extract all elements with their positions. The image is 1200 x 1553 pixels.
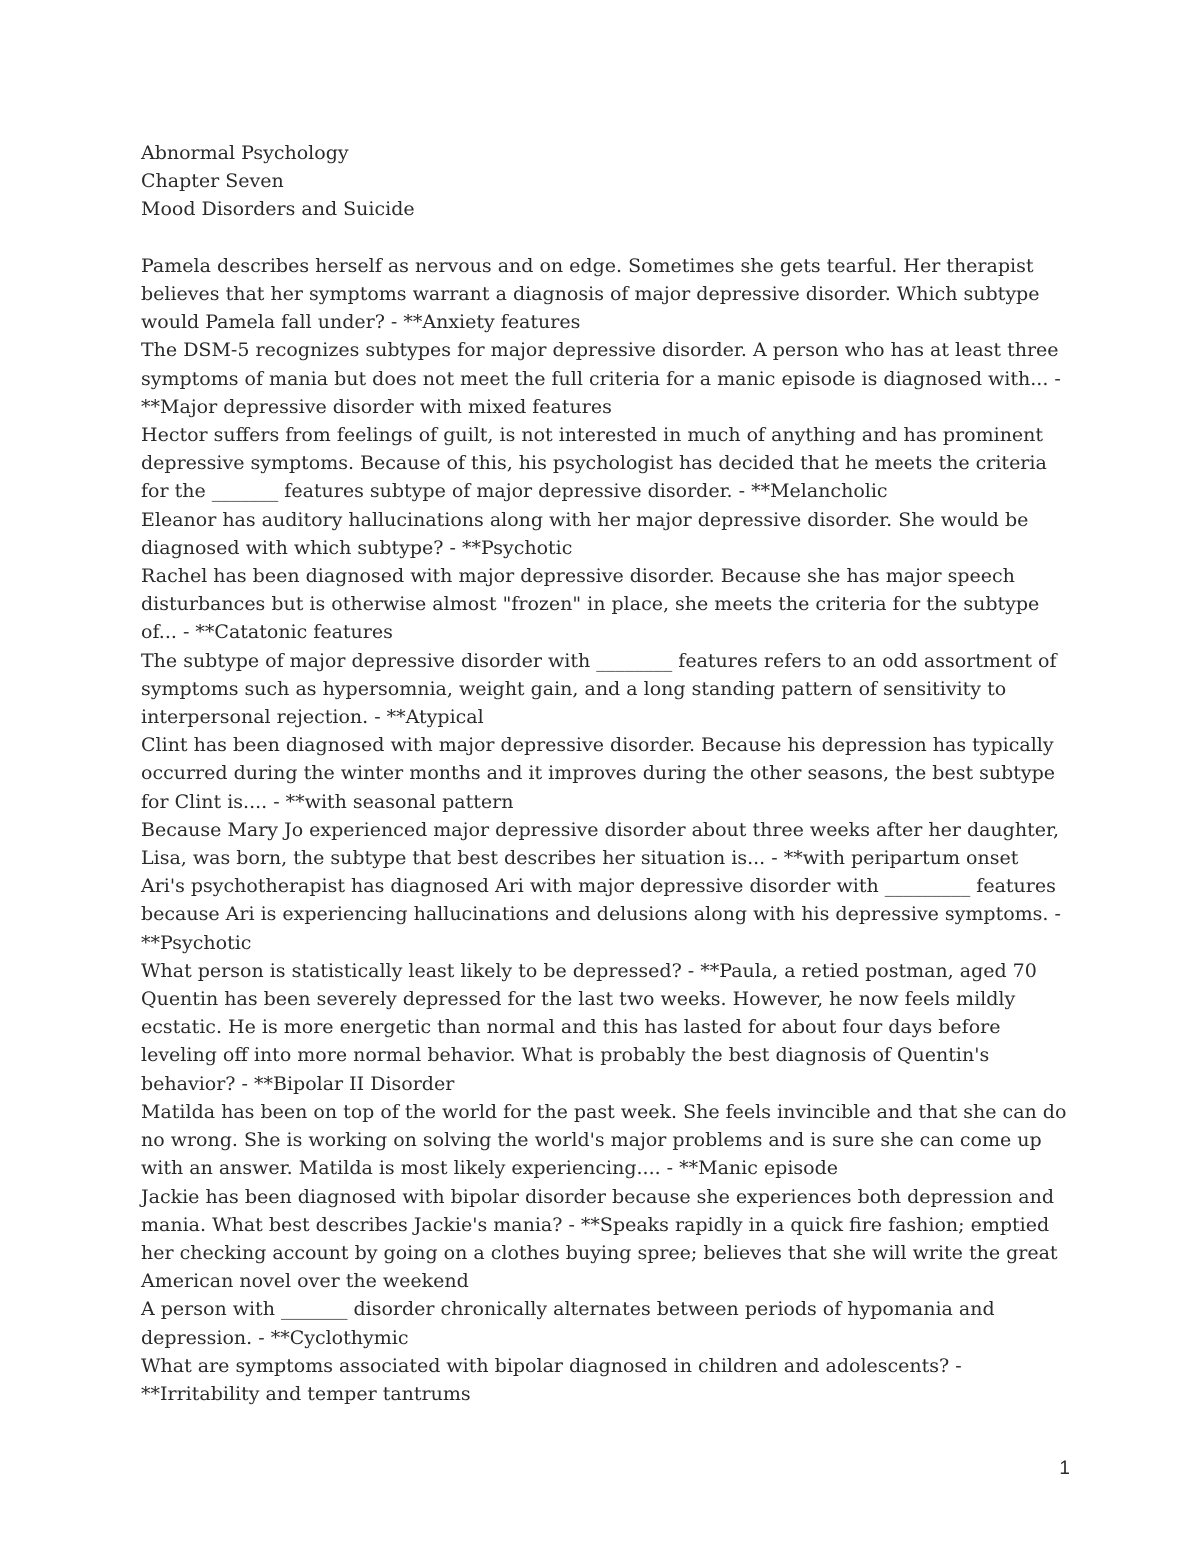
qa-item: Jackie has been diagnosed with bipolar disorder because she experiences both depression and mania. What best describes Jackie's mania? - **Speaks rapidly in a quick fire fashion; emptied her checking account by going on a clothes buying spree; believes that she will write the great American novel over the weekend [141,1185,1058,1293]
qa-item: A person with _______ disorder chronically alternates between periods of hypomania and depression. - **Cyclothymic [141,1298,995,1349]
qa-item: Because Mary Jo experienced major depressive disorder about three weeks after her daughter, Lisa, was born, the subtype that best describes her situation is... - **with peripartum onset [141,818,1059,870]
document-body [141,139,1071,1408]
qa-item: What are symptoms associated with bipolar diagnosed in children and adolescents? - **Irritability and temper tantrums [141,1354,962,1405]
qa-item: Eleanor has auditory hallucinations along with her major depressive disorder. She would be diagnosed with which subtype? - **Psychotic [141,508,1029,559]
chapter-title: Chapter Seven [141,170,284,193]
qa-item: Ari's psychotherapist has diagnosed Ari with major depressive disorder with _________ features because Ari is experiencing hallucinations and delusions along with his depressive symptoms. - **Psychotic [141,875,1061,954]
header-spacer [141,224,1071,252]
topic-title: Mood Disorders and Suicide [141,198,415,221]
qa-item: The subtype of major depressive disorder with ________ features refers to an odd assortment of symptoms such as hypersomnia, weight gain, and a long standing pattern of sensitivity to interpersonal rejection. - **Atypical [141,649,1057,729]
qa-item: Rachel has been diagnosed with major depressive disorder. Because she has major speech disturbances but is otherwise almost "frozen" in place, she meets the criteria for the subtype of... - **Catatonic features [141,565,1040,644]
qa-item: Quentin has been severely depressed for the last two weeks. However, he now feels mildly ecstatic. He is more energetic than normal and this has lasted for about four days before leveling off into more normal behavior. What is probably the best diagnosis of Quentin's behavior? - **Bipolar II Disorder [141,988,1016,1095]
qa-item: Clint has been diagnosed with major depressive disorder. Because his depression has typically occurred during the winter months and it improves during the other seasons, the best subtype for Clint is.... - **with seasonal pattern [141,734,1056,813]
qa-item: What person is statistically least likely to be depressed? - **Paula, a retied postman, aged 70 [141,959,1037,982]
qa-item: Pamela describes herself as nervous and on edge. Sometimes she gets tearful. Her therapist believes that her symptoms warrant a diagnosis of major depressive disorder. Which subtype would Pamela fall under? - **Anxiety features [141,254,1040,334]
qa-item: Hector suffers from feelings of guilt, is not interested in much of anything and has prominent depressive symptoms. Because of this, his psychologist has decided that he meets the criteria for the _______ features subtype of major depressive disorder. - **Melancholic [141,424,1047,503]
qa-item: The DSM-5 recognizes subtypes for major depressive disorder. A person who has at least three symptoms of mania but does not meet the full criteria for a manic episode is diagnosed with... - **Major depressive disorder with mixed features [141,339,1061,418]
page-number: 1 [1059,1458,1070,1479]
course-title: Abnormal Psychology [141,142,349,164]
qa-item: Matilda has been on top of the world for the past week. She feels invincible and that she can do no wrong. She is working on solving the world's major problems and is sure she can come up with an answer. Matilda is most likely experiencing.... - **Manic episode [141,1100,1067,1180]
